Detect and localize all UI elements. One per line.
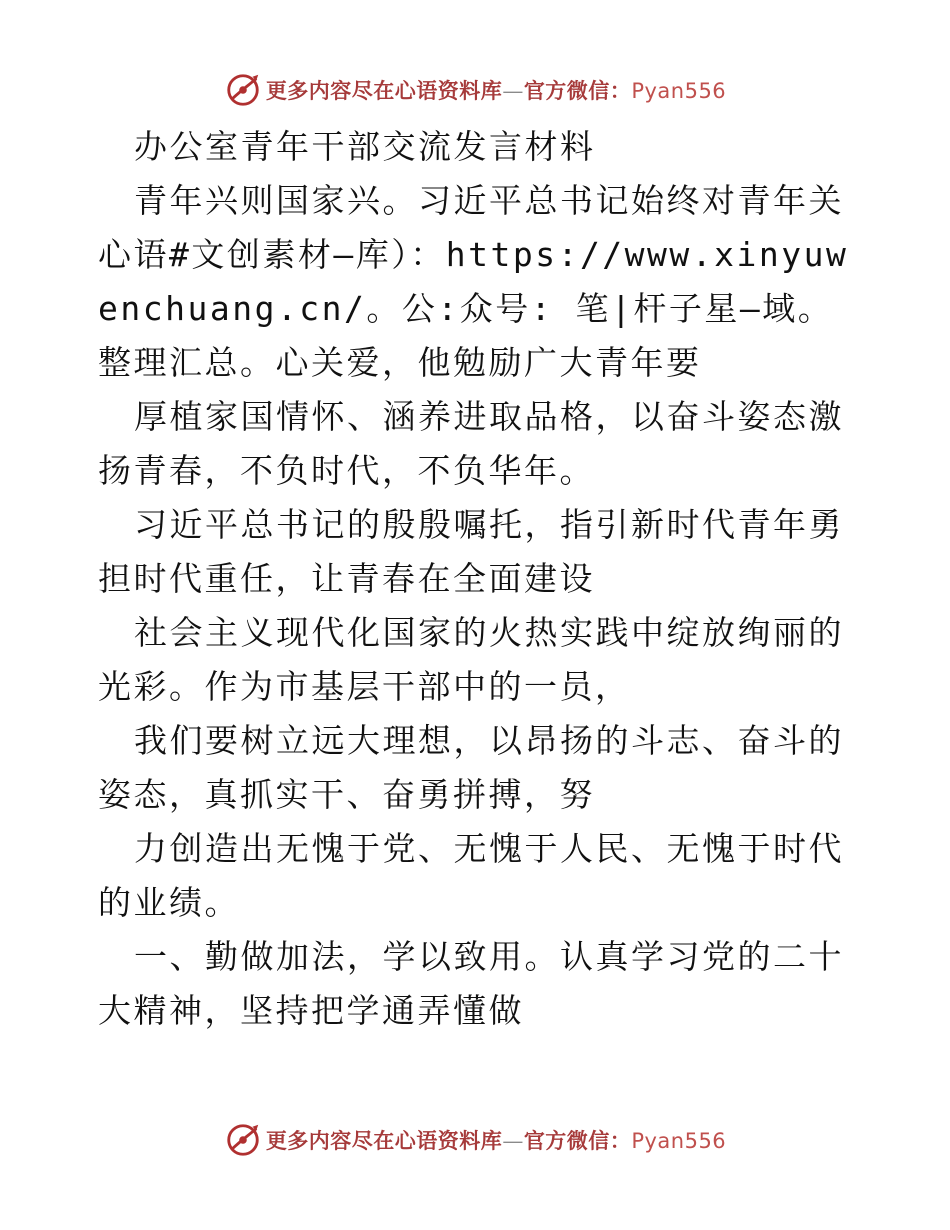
footer-banner <box>0 1120 950 1160</box>
document-title: 办公室青年干部交流发言材料 <box>134 127 596 166</box>
paragraph: 习近平总书记的殷殷嘱托，指引新时代青年勇担时代重任，让青春在全面建设 <box>98 505 844 598</box>
paragraph: 我们要树立远大理想，以昂扬的斗志、奋斗的姿态，真抓实干、奋勇拼搏，努 <box>98 721 844 814</box>
paragraph: 青年兴则国家兴。习近平总书记始终对青年关心语#文创素材—库）：https://www.xinyuwenchuang.cn/。公:众号: 笔|杆子星—域。整理汇总。心关爱，他勉励广大青年要 <box>98 181 849 382</box>
document-body <box>98 120 858 1038</box>
paragraph: 一、勤做加法，学以致用。认真学习党的二十大精神，坚持把学通弄懂做 <box>98 937 844 1030</box>
pen-circle-logo-icon <box>224 71 262 109</box>
paragraph: 社会主义现代化国家的火热实践中绽放绚丽的光彩。作为市基层干部中的一员， <box>98 613 844 706</box>
header-banner <box>0 70 950 110</box>
paragraph: 力创造出无愧于党、无愧于人民、无愧于时代的业绩。 <box>98 829 844 922</box>
paragraph: 厚植家国情怀、涵养进取品格，以奋斗姿态激扬青春，不负时代，不负华年。 <box>98 397 844 490</box>
pen-circle-logo-icon <box>224 1121 262 1159</box>
banner-text: 更多内容尽在心语资料库—官方微信：Pyan556 <box>265 1128 727 1153</box>
banner-text: 更多内容尽在心语资料库—官方微信：Pyan556 <box>265 78 727 103</box>
